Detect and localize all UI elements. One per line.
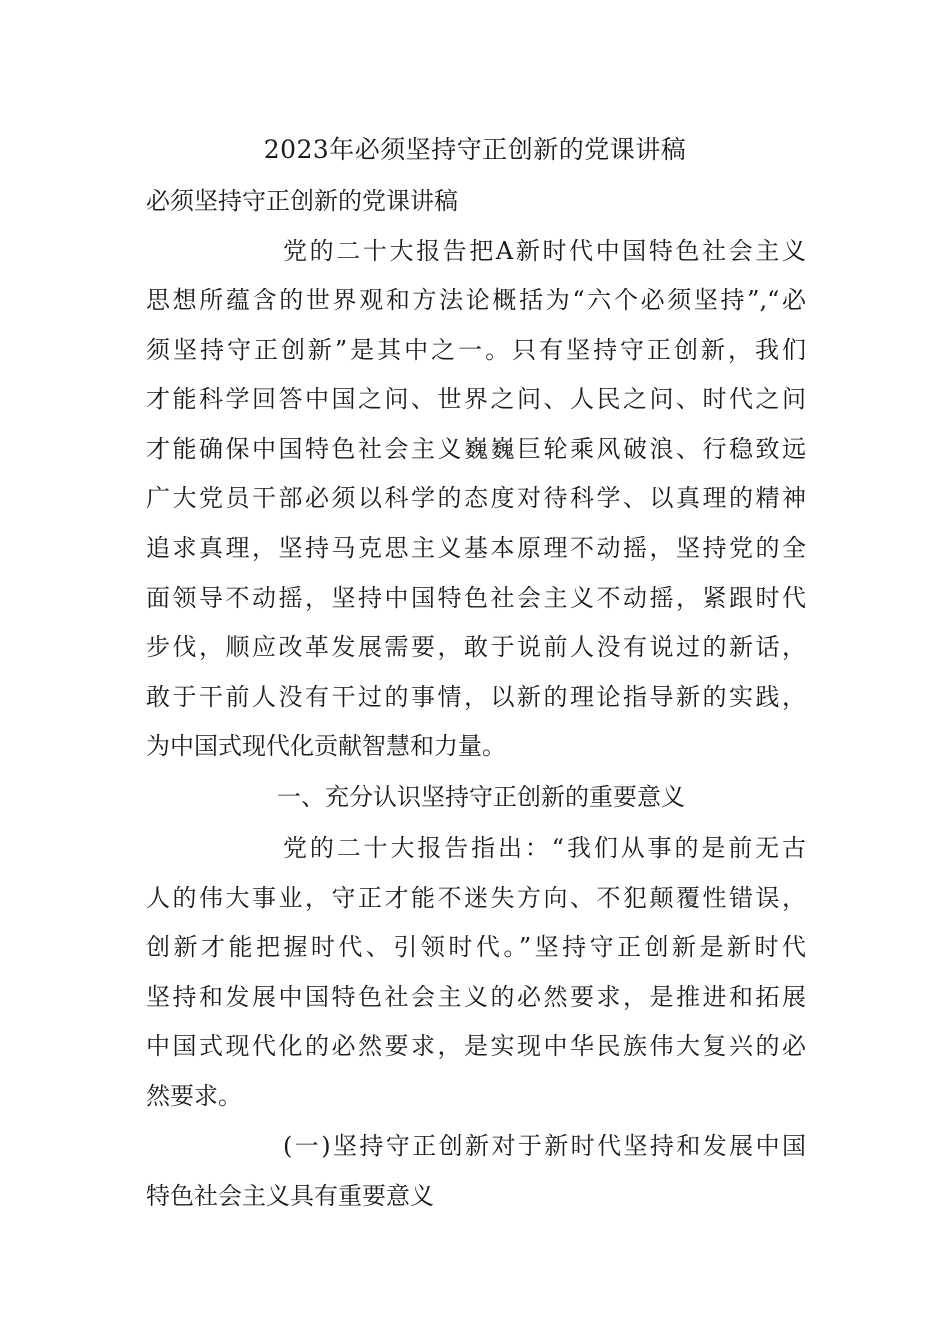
document-subtitle: 必须坚持守正创新的党课讲稿	[146, 187, 458, 215]
subsection-heading: (一)坚持守正创新对于新时代坚持和发展中国	[283, 1132, 806, 1160]
paragraph-line: 创新才能把握时代、引领时代。”坚持守正创新是新时代	[146, 933, 806, 961]
paragraph-line: 党的二十大报告指出：“我们从事的是前无古	[283, 834, 806, 862]
paragraph-line: 为中国式现代化贡献智慧和力量。	[146, 732, 506, 760]
section-heading: 一、充分认识坚持守正创新的重要意义	[277, 783, 685, 811]
paragraph-line: 思想所蕴含的世界观和方法论概括为“六个必须坚持”,“必	[146, 286, 806, 314]
paragraph-line: 党的二十大报告把A新时代中国特色社会主义	[283, 237, 806, 265]
paragraph-line: 追求真理，坚持马克思主义基本原理不动摇，坚持党的全	[146, 534, 806, 562]
document-title: 2023年必须坚持守正创新的党课讲稿	[263, 135, 687, 164]
paragraph-line: 面领导不动摇，坚持中国特色社会主义不动摇，紧跟时代	[146, 584, 806, 612]
paragraph-line: 才能确保中国特色社会主义巍巍巨轮乘风破浪、行稳致远	[146, 435, 806, 463]
paragraph-line: 敢于干前人没有干过的事情，以新的理论指导新的实践，	[146, 683, 806, 711]
paragraph-line: 中国式现代化的必然要求，是实现中华民族伟大复兴的必	[146, 1032, 806, 1060]
paragraph-line: 坚持和发展中国特色社会主义的必然要求，是推进和拓展	[146, 983, 806, 1011]
subsection-heading: 特色社会主义具有重要意义	[146, 1182, 434, 1210]
paragraph-line: 须坚持守正创新”是其中之一。只有坚持守正创新，我们	[146, 336, 806, 364]
paragraph-line: 步伐，顺应改革发展需要，敢于说前人没有说过的新话，	[146, 633, 806, 661]
paragraph-line: 人的伟大事业，守正才能不迷失方向、不犯颠覆性错误，	[146, 884, 806, 912]
paragraph-line: 然要求。	[146, 1082, 242, 1110]
paragraph-line: 广大党员干部必须以科学的态度对待科学、以真理的精神	[146, 484, 806, 512]
paragraph-line: 才能科学回答中国之问、世界之问、人民之问、时代之问	[146, 385, 806, 413]
